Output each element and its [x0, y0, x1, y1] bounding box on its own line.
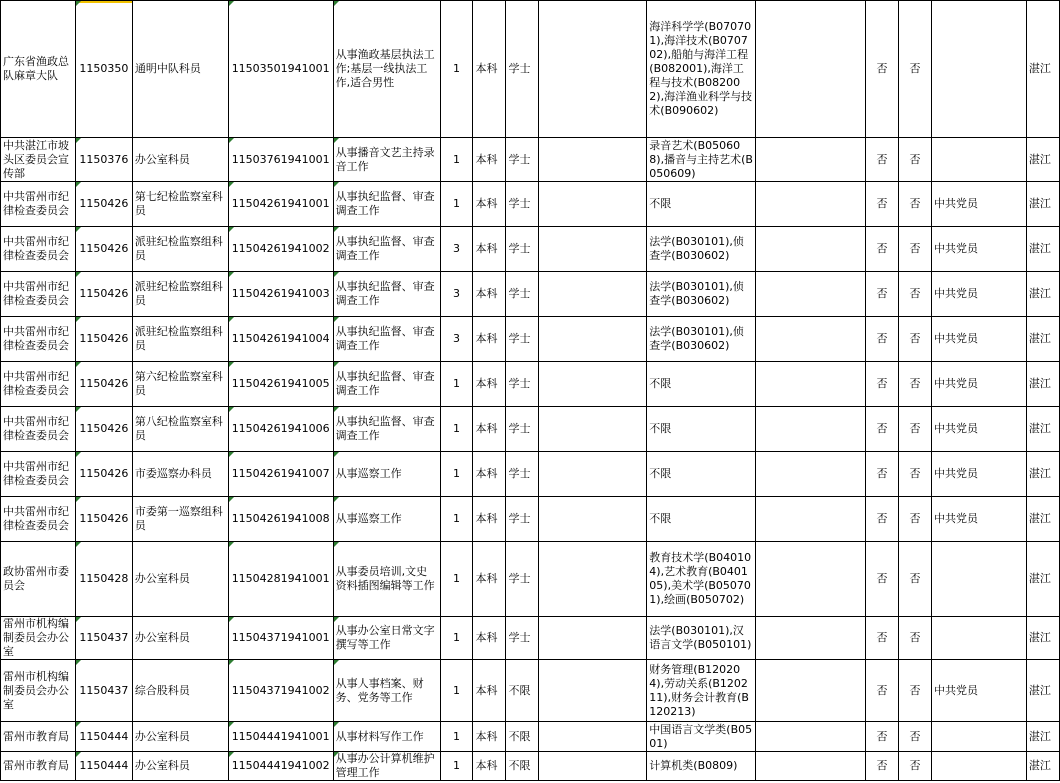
- cell-flag-2[interactable]: 否: [899, 317, 932, 362]
- cell-duty[interactable]: 从事办公计算机维护管理工作: [333, 752, 440, 781]
- cell-education[interactable]: 本科: [473, 1, 506, 138]
- cell-empty[interactable]: [539, 407, 647, 452]
- cell-major[interactable]: 中国语言文学类(B0501): [647, 722, 756, 752]
- cell-political-status[interactable]: 中共党员: [931, 272, 1026, 317]
- cell-org-code[interactable]: 1150350: [75, 1, 132, 138]
- cell-empty[interactable]: [539, 617, 647, 660]
- cell-flag-1[interactable]: 否: [866, 317, 899, 362]
- cell-education[interactable]: 本科: [473, 317, 506, 362]
- cell-major[interactable]: 海洋科学学(B070701),海洋技术(B070702),船舶与海洋工程(B082001),海洋工程与技术(B082002),海洋渔业科学与技术(B090602): [647, 1, 756, 138]
- table-row: [1, 497, 1060, 542]
- cell-position[interactable]: 办公室科员: [132, 722, 228, 752]
- cell-org-code[interactable]: 1150437: [75, 660, 132, 722]
- cell-political-status[interactable]: [931, 138, 1026, 182]
- cell-education[interactable]: 本科: [473, 182, 506, 227]
- cell-org-code[interactable]: 1150426: [75, 227, 132, 272]
- cell-empty[interactable]: [756, 362, 866, 407]
- cell-empty[interactable]: [756, 1, 866, 138]
- cell-duty[interactable]: 从事委员培训,文史资料插图编辑等工作: [333, 542, 440, 617]
- cell-duty[interactable]: 从事渔政基层执法工作;基层一线执法工作,适合男性: [333, 1, 440, 138]
- table-row: [1, 452, 1060, 497]
- cell-duty[interactable]: 从事巡察工作: [333, 452, 440, 497]
- cell-organization[interactable]: 中共雷州市纪律检查委员会: [1, 452, 76, 497]
- table-row: [1, 542, 1060, 617]
- cell-flag-2[interactable]: 否: [899, 617, 932, 660]
- cell-city[interactable]: 湛江: [1026, 272, 1059, 317]
- cell-degree[interactable]: 学士: [506, 362, 539, 407]
- cell-org-code[interactable]: 1150426: [75, 407, 132, 452]
- cell-org-code[interactable]: 1150426: [75, 362, 132, 407]
- cell-education[interactable]: 本科: [473, 722, 506, 752]
- cell-org-code[interactable]: 1150426: [75, 497, 132, 542]
- cell-major[interactable]: 法学(B030101),侦查学(B030602): [647, 227, 756, 272]
- cell-education[interactable]: 本科: [473, 617, 506, 660]
- cell-flag-2[interactable]: 否: [899, 452, 932, 497]
- cell-position[interactable]: 第六纪检监察室科员: [132, 362, 228, 407]
- cell-hire-count[interactable]: 1: [440, 542, 473, 617]
- cell-major[interactable]: 教育技术学(B040104),艺术教育(B040105),美术学(B050701),绘画(B050702): [647, 542, 756, 617]
- cell-major[interactable]: 不限: [647, 362, 756, 407]
- cell-position-code[interactable]: 11504371941001: [228, 617, 333, 660]
- cell-position[interactable]: 市委巡察办科员: [132, 452, 228, 497]
- table-row: [1, 722, 1060, 752]
- cell-education[interactable]: 本科: [473, 452, 506, 497]
- cell-degree[interactable]: 不限: [506, 752, 539, 781]
- table-row: [1, 362, 1060, 407]
- cell-political-status[interactable]: [931, 752, 1026, 781]
- cell-empty[interactable]: [539, 722, 647, 752]
- cell-major[interactable]: 计算机类(B0809): [647, 752, 756, 781]
- cell-org-code[interactable]: 1150444: [75, 722, 132, 752]
- cell-political-status[interactable]: [931, 1, 1026, 138]
- cell-flag-1[interactable]: 否: [866, 660, 899, 722]
- cell-empty[interactable]: [539, 317, 647, 362]
- cell-duty[interactable]: 从事执纪监督、审查调查工作: [333, 182, 440, 227]
- cell-flag-1[interactable]: 否: [866, 722, 899, 752]
- cell-empty[interactable]: [756, 182, 866, 227]
- cell-organization[interactable]: 雷州市教育局: [1, 752, 76, 781]
- cell-flag-1[interactable]: 否: [866, 452, 899, 497]
- cell-education[interactable]: 本科: [473, 272, 506, 317]
- cell-flag-2[interactable]: 否: [899, 362, 932, 407]
- cell-duty[interactable]: 从事办公室日常文字撰写等工作: [333, 617, 440, 660]
- cell-political-status[interactable]: 中共党员: [931, 317, 1026, 362]
- cell-duty[interactable]: 从事人事档案、财务、党务等工作: [333, 660, 440, 722]
- cell-city[interactable]: 湛江: [1026, 542, 1059, 617]
- cell-empty[interactable]: [756, 497, 866, 542]
- cell-empty[interactable]: [756, 752, 866, 781]
- cell-duty[interactable]: 从事播音文艺主持录音工作: [333, 138, 440, 182]
- cell-major[interactable]: 录音艺术(B050608),播音与主持艺术(B050609): [647, 138, 756, 182]
- cell-position[interactable]: 第八纪检监察室科员: [132, 407, 228, 452]
- cell-major[interactable]: 财务管理(B120204),劳动关系(B120211),财务会计教育(B120213): [647, 660, 756, 722]
- cell-degree[interactable]: 学士: [506, 617, 539, 660]
- cell-major[interactable]: 法学(B030101),侦查学(B030602): [647, 317, 756, 362]
- cell-flag-2[interactable]: 否: [899, 497, 932, 542]
- table-row: [1, 272, 1060, 317]
- cell-position[interactable]: 办公室科员: [132, 542, 228, 617]
- cell-position-code[interactable]: 11504261941001: [228, 182, 333, 227]
- cell-city[interactable]: 湛江: [1026, 227, 1059, 272]
- cell-city[interactable]: 湛江: [1026, 362, 1059, 407]
- cell-flag-2[interactable]: 否: [899, 272, 932, 317]
- cell-degree[interactable]: 学士: [506, 227, 539, 272]
- cell-position[interactable]: 第七纪检监察室科员: [132, 182, 228, 227]
- cell-position-code[interactable]: 11504261941004: [228, 317, 333, 362]
- cell-empty[interactable]: [756, 227, 866, 272]
- cell-flag-2[interactable]: 否: [899, 722, 932, 752]
- cell-empty[interactable]: [539, 660, 647, 722]
- cell-organization[interactable]: 雷州市机构编制委员会办公室: [1, 660, 76, 722]
- cell-empty[interactable]: [539, 752, 647, 781]
- cell-flag-1[interactable]: 否: [866, 407, 899, 452]
- cell-org-code[interactable]: 1150444: [75, 752, 132, 781]
- cell-flag-2[interactable]: 否: [899, 542, 932, 617]
- cell-organization[interactable]: 广东省渔政总队麻章大队: [1, 1, 76, 138]
- cell-flag-1[interactable]: 否: [866, 272, 899, 317]
- cell-flag-1[interactable]: 否: [866, 138, 899, 182]
- cell-organization[interactable]: 中共雷州市纪律检查委员会: [1, 182, 76, 227]
- cell-org-code[interactable]: 1150426: [75, 272, 132, 317]
- cell-duty[interactable]: 从事材料写作工作: [333, 722, 440, 752]
- table-row: [1, 317, 1060, 362]
- cell-position[interactable]: 办公室科员: [132, 752, 228, 781]
- cell-degree[interactable]: 学士: [506, 138, 539, 182]
- cell-city[interactable]: 湛江: [1026, 660, 1059, 722]
- cell-flag-2[interactable]: 否: [899, 660, 932, 722]
- cell-hire-count[interactable]: 3: [440, 317, 473, 362]
- cell-hire-count[interactable]: 1: [440, 452, 473, 497]
- cell-organization[interactable]: 中共湛江市坡头区委员会宣传部: [1, 138, 76, 182]
- cell-degree[interactable]: 学士: [506, 272, 539, 317]
- cell-education[interactable]: 本科: [473, 542, 506, 617]
- cell-empty[interactable]: [756, 617, 866, 660]
- cell-political-status[interactable]: 中共党员: [931, 407, 1026, 452]
- cell-flag-2[interactable]: 否: [899, 407, 932, 452]
- cell-flag-1[interactable]: 否: [866, 617, 899, 660]
- cell-political-status[interactable]: [931, 722, 1026, 752]
- cell-political-status[interactable]: 中共党员: [931, 362, 1026, 407]
- cell-hire-count[interactable]: 1: [440, 722, 473, 752]
- cell-position-code[interactable]: 11504261941002: [228, 227, 333, 272]
- cell-flag-1[interactable]: 否: [866, 362, 899, 407]
- cell-organization[interactable]: 中共雷州市纪律检查委员会: [1, 227, 76, 272]
- cell-org-code[interactable]: 1150426: [75, 452, 132, 497]
- cell-organization[interactable]: 雷州市教育局: [1, 722, 76, 752]
- cell-org-code[interactable]: 1150437: [75, 617, 132, 660]
- cell-political-status[interactable]: 中共党员: [931, 182, 1026, 227]
- cell-empty[interactable]: [539, 227, 647, 272]
- cell-empty[interactable]: [756, 272, 866, 317]
- cell-position[interactable]: 派驻纪检监察组科员: [132, 317, 228, 362]
- cell-flag-1[interactable]: 否: [866, 227, 899, 272]
- cell-flag-1[interactable]: 否: [866, 752, 899, 781]
- cell-city[interactable]: 湛江: [1026, 317, 1059, 362]
- cell-empty[interactable]: [539, 138, 647, 182]
- cell-empty[interactable]: [756, 660, 866, 722]
- table-row: [1, 1, 1060, 138]
- cell-org-code[interactable]: 1150426: [75, 182, 132, 227]
- cell-hire-count[interactable]: 1: [440, 660, 473, 722]
- cell-city[interactable]: 湛江: [1026, 617, 1059, 660]
- cell-organization[interactable]: 雷州市机构编制委员会办公室: [1, 617, 76, 660]
- cell-flag-1[interactable]: 否: [866, 542, 899, 617]
- cell-political-status[interactable]: [931, 617, 1026, 660]
- table-row: [1, 138, 1060, 182]
- cell-org-code[interactable]: 1150428: [75, 542, 132, 617]
- cell-degree[interactable]: 学士: [506, 407, 539, 452]
- cell-position-code[interactable]: 11504441941002: [228, 752, 333, 781]
- cell-flag-2[interactable]: 否: [899, 138, 932, 182]
- cell-flag-2[interactable]: 否: [899, 227, 932, 272]
- cell-position[interactable]: 市委第一巡察组科员: [132, 497, 228, 542]
- cell-empty[interactable]: [539, 542, 647, 617]
- cell-flag-1[interactable]: 否: [866, 497, 899, 542]
- cell-hire-count[interactable]: 1: [440, 407, 473, 452]
- cell-education[interactable]: 本科: [473, 497, 506, 542]
- cell-empty[interactable]: [756, 317, 866, 362]
- cell-city[interactable]: 湛江: [1026, 452, 1059, 497]
- cell-empty[interactable]: [539, 497, 647, 542]
- cell-duty[interactable]: 从事执纪监督、审查调查工作: [333, 317, 440, 362]
- cell-city[interactable]: 湛江: [1026, 752, 1059, 781]
- cell-degree[interactable]: 学士: [506, 1, 539, 138]
- cell-education[interactable]: 本科: [473, 660, 506, 722]
- cell-position-code[interactable]: 11504441941001: [228, 722, 333, 752]
- cell-flag-2[interactable]: 否: [899, 752, 932, 781]
- cell-hire-count[interactable]: 1: [440, 752, 473, 781]
- cell-political-status[interactable]: 中共党员: [931, 660, 1026, 722]
- cell-hire-count[interactable]: 1: [440, 497, 473, 542]
- cell-organization[interactable]: 中共雷州市纪律检查委员会: [1, 407, 76, 452]
- cell-degree[interactable]: 学士: [506, 542, 539, 617]
- cell-position-code[interactable]: 11504261941005: [228, 362, 333, 407]
- cell-organization[interactable]: 中共雷州市纪律检查委员会: [1, 362, 76, 407]
- cell-position[interactable]: 办公室科员: [132, 617, 228, 660]
- cell-hire-count[interactable]: 3: [440, 227, 473, 272]
- cell-city[interactable]: 湛江: [1026, 182, 1059, 227]
- cell-position-code[interactable]: 11504261941003: [228, 272, 333, 317]
- cell-hire-count[interactable]: 1: [440, 138, 473, 182]
- table-row: [1, 752, 1060, 781]
- cell-empty[interactable]: [756, 722, 866, 752]
- table-row: [1, 617, 1060, 660]
- cell-education[interactable]: 本科: [473, 227, 506, 272]
- cell-hire-count[interactable]: 1: [440, 617, 473, 660]
- cell-duty[interactable]: 从事巡察工作: [333, 497, 440, 542]
- cell-position[interactable]: 办公室科员: [132, 138, 228, 182]
- cell-position-code[interactable]: 11504371941002: [228, 660, 333, 722]
- cell-empty[interactable]: [539, 1, 647, 138]
- cell-city[interactable]: 湛江: [1026, 497, 1059, 542]
- cell-flag-1[interactable]: 否: [866, 1, 899, 138]
- cell-education[interactable]: 本科: [473, 752, 506, 781]
- cell-education[interactable]: 本科: [473, 407, 506, 452]
- cell-organization[interactable]: 中共雷州市纪律检查委员会: [1, 497, 76, 542]
- cell-major[interactable]: 不限: [647, 497, 756, 542]
- table-row: [1, 227, 1060, 272]
- cell-flag-1[interactable]: 否: [866, 182, 899, 227]
- cell-position[interactable]: 综合股科员: [132, 660, 228, 722]
- cell-political-status[interactable]: 中共党员: [931, 497, 1026, 542]
- cell-position-code[interactable]: 11504261941006: [228, 407, 333, 452]
- cell-city[interactable]: 湛江: [1026, 407, 1059, 452]
- cell-degree[interactable]: 学士: [506, 317, 539, 362]
- cell-position-code[interactable]: 11503761941001: [228, 138, 333, 182]
- cell-flag-2[interactable]: 否: [899, 182, 932, 227]
- cell-empty[interactable]: [756, 452, 866, 497]
- table-row: [1, 660, 1060, 722]
- cell-duty[interactable]: 从事执纪监督、审查调查工作: [333, 227, 440, 272]
- cell-degree[interactable]: 不限: [506, 722, 539, 752]
- cell-major[interactable]: 不限: [647, 452, 756, 497]
- cell-major[interactable]: 不限: [647, 182, 756, 227]
- cell-major[interactable]: 法学(B030101),侦查学(B030602): [647, 272, 756, 317]
- cell-hire-count[interactable]: 1: [440, 1, 473, 138]
- cell-city[interactable]: 湛江: [1026, 1, 1059, 138]
- cell-political-status[interactable]: [931, 542, 1026, 617]
- table-row: [1, 182, 1060, 227]
- cell-empty[interactable]: [756, 138, 866, 182]
- cell-empty[interactable]: [756, 542, 866, 617]
- cell-position[interactable]: 派驻纪检监察组科员: [132, 272, 228, 317]
- cell-hire-count[interactable]: 1: [440, 182, 473, 227]
- cell-duty[interactable]: 从事执纪监督、审查调查工作: [333, 272, 440, 317]
- cell-empty[interactable]: [539, 182, 647, 227]
- cell-education[interactable]: 本科: [473, 362, 506, 407]
- cell-empty[interactable]: [539, 452, 647, 497]
- cell-position-code[interactable]: 11504281941001: [228, 542, 333, 617]
- cell-city[interactable]: 湛江: [1026, 138, 1059, 182]
- cell-position-code[interactable]: 11503501941001: [228, 1, 333, 138]
- cell-degree[interactable]: 学士: [506, 452, 539, 497]
- cell-position[interactable]: 通明中队科员: [132, 1, 228, 138]
- cell-degree[interactable]: 学士: [506, 497, 539, 542]
- cell-major[interactable]: 法学(B030101),汉语言文学(B050101): [647, 617, 756, 660]
- cell-major[interactable]: 不限: [647, 407, 756, 452]
- cell-degree[interactable]: 不限: [506, 660, 539, 722]
- cell-empty[interactable]: [539, 272, 647, 317]
- cell-degree[interactable]: 学士: [506, 182, 539, 227]
- cell-hire-count[interactable]: 3: [440, 272, 473, 317]
- cell-empty[interactable]: [756, 407, 866, 452]
- cell-duty[interactable]: 从事执纪监督、审查调查工作: [333, 407, 440, 452]
- cell-city[interactable]: 湛江: [1026, 722, 1059, 752]
- cell-political-status[interactable]: 中共党员: [931, 227, 1026, 272]
- cell-position-code[interactable]: 11504261941007: [228, 452, 333, 497]
- cell-duty[interactable]: 从事执纪监督、审查调查工作: [333, 362, 440, 407]
- cell-position[interactable]: 派驻纪检监察组科员: [132, 227, 228, 272]
- cell-org-code[interactable]: 1150376: [75, 138, 132, 182]
- cell-political-status[interactable]: 中共党员: [931, 452, 1026, 497]
- cell-empty[interactable]: [539, 362, 647, 407]
- cell-flag-2[interactable]: 否: [899, 1, 932, 138]
- cell-org-code[interactable]: 1150426: [75, 317, 132, 362]
- cell-organization[interactable]: 政协雷州市委员会: [1, 542, 76, 617]
- cell-organization[interactable]: 中共雷州市纪律检查委员会: [1, 317, 76, 362]
- cell-position-code[interactable]: 11504261941008: [228, 497, 333, 542]
- cell-organization[interactable]: 中共雷州市纪律检查委员会: [1, 272, 76, 317]
- table-row: [1, 407, 1060, 452]
- cell-hire-count[interactable]: 1: [440, 362, 473, 407]
- cell-education[interactable]: 本科: [473, 138, 506, 182]
